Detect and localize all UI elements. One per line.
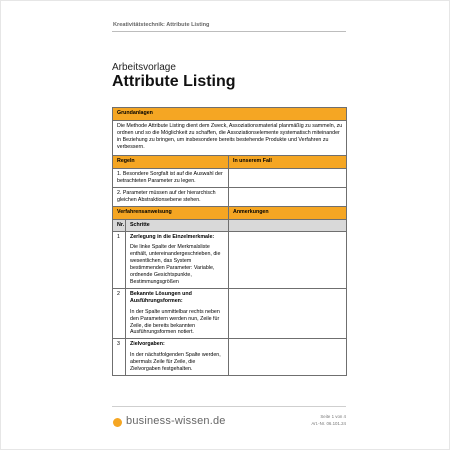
table-row	[113, 169, 347, 188]
step-cell	[126, 339, 229, 376]
regel-text: 1. Besondere Sorgfalt ist auf die Auswahl der betrachteten Parameter zu legen.	[113, 169, 229, 188]
grundlagen-heading: Grundanlagen	[113, 108, 347, 121]
document-subtitle: Arbeitsvorlage	[112, 62, 176, 73]
table-row	[113, 288, 347, 338]
running-title: Kreativitätstechnik: Attribute Listing	[113, 22, 210, 28]
in-unserem-fall-heading: In unserem Fall	[229, 156, 347, 169]
step-text: In der Spalte unmittelbar rechts neben den Parametern werden nun, Zeile für Zeile, die bereits bekannten Ausführungsformen notiert.	[130, 308, 220, 336]
table-row	[113, 187, 347, 206]
verfahren-heading: Verfahrensanweisung	[113, 206, 229, 219]
step-notes-cell[interactable]	[229, 231, 347, 288]
regel-notes-cell[interactable]	[229, 169, 347, 188]
regel-notes-cell[interactable]	[229, 187, 347, 206]
anmerkungen-column-header	[229, 219, 347, 231]
grundlagen-row	[113, 121, 347, 156]
step-number: 1	[113, 231, 126, 288]
grundlagen-text: Die Methode Attribute Listing dient dem Zweck, Assoziationsmaterial planmäßig zu sammeln, zu ordnen und so die Möglichkeit zu schaffen, die Assoziationselemente systematisch miteinander in Beziehung zu bringen, um insbesondere bereits bestehende Produkte und Verfahren zu verbessern.	[113, 121, 347, 156]
regeln-heading: Regeln	[113, 156, 229, 169]
step-number: 3	[113, 339, 126, 376]
anmerkungen-heading: Anmerkungen	[229, 206, 347, 219]
step-notes-cell[interactable]	[229, 339, 347, 376]
section-header-verfahren	[113, 206, 347, 219]
footer-page-info	[311, 413, 346, 427]
step-cell	[126, 288, 229, 338]
brand-logo-dot-icon	[113, 418, 122, 427]
document-title: Attribute Listing	[112, 73, 236, 90]
worksheet-table	[112, 107, 347, 376]
step-text: Die linke Spalte der Merkmalsliste enthält, untereinandergeschrieben, die wesentlichen, das System bestimmenden Parameter: Variable, ordnende Gesichtspunkte, Bestimmungsgrößen	[130, 244, 221, 285]
article-number: Art.-Nr. 06.101.24	[311, 421, 346, 426]
section-header-grundlagen	[113, 108, 347, 121]
table-row	[113, 339, 347, 376]
nr-column-header: Nr.	[113, 219, 126, 231]
step-title: Zielvorgaben:	[130, 341, 165, 348]
header-divider	[112, 31, 346, 32]
brand-logo-text: business-wissen.de	[126, 415, 226, 427]
step-text: In der nächstfolgenden Spalte werden, abermals Zeile für Zeile, die Zielvorgaben festgehalten.	[130, 352, 221, 373]
step-number: 2	[113, 288, 126, 338]
step-cell	[126, 231, 229, 288]
footer-divider	[112, 406, 346, 407]
step-title: Zerlegung in die Einzelmerkmale:	[130, 233, 215, 240]
regel-text: 2. Parameter müssen auf der hierarchisch gleichen Abstraktionsebene stehen.	[113, 187, 229, 206]
page-number: Seite 1 von 4	[320, 414, 346, 419]
section-header-regeln	[113, 156, 347, 169]
table-row	[113, 231, 347, 288]
steps-column-header	[113, 219, 347, 231]
schritte-column-header: Schritte	[126, 219, 229, 231]
step-notes-cell[interactable]	[229, 288, 347, 338]
step-title: Bekannte Lösungen und Ausführungsformen:	[130, 290, 192, 304]
